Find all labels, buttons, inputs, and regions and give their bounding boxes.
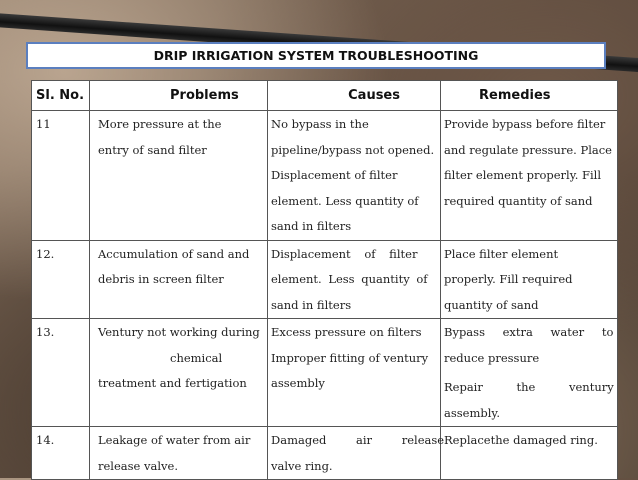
- cause-line: assembly: [271, 376, 325, 390]
- header-problems: Problems: [90, 81, 268, 111]
- problem-line: release valve.: [98, 458, 178, 473]
- cause-cell: [268, 427, 445, 480]
- row-number: 12.: [32, 240, 90, 319]
- remedy-line: Repair the ventury: [444, 380, 614, 394]
- problem-line: Accumulation of sand and: [98, 246, 250, 261]
- remedy-cell: [441, 240, 618, 319]
- slide-title: DRIP IRRIGATION SYSTEM TROUBLESHOOTING: [153, 48, 479, 63]
- cause-line: Displacement of filter: [271, 246, 418, 261]
- cause-cell: [268, 319, 441, 427]
- remedy-cell: [441, 427, 618, 480]
- remedy-line: Bypass extra water to: [444, 325, 614, 339]
- cause-line: valve ring.: [271, 458, 333, 473]
- cause-line: No bypass in the: [271, 117, 369, 131]
- table-row: [32, 111, 618, 241]
- remedy-cell: [441, 319, 618, 427]
- row-number: 14.: [32, 427, 90, 480]
- header-causes: Causes: [268, 81, 441, 111]
- remedy-line: properly. Fill required: [444, 272, 573, 286]
- remedy-line: and regulate pressure. Place: [444, 142, 612, 157]
- remedy-line: quantity of sand: [444, 297, 539, 312]
- remedy-line: Provide bypass before filter: [444, 117, 606, 131]
- remedy-line: filter element properly. Fill: [444, 168, 602, 182]
- problem-cell: [90, 240, 268, 319]
- problem-cell: [90, 111, 268, 241]
- cause-line: Excess pressure on filters: [271, 325, 422, 339]
- remedy-line: assembly.: [444, 405, 501, 420]
- row-number: 11: [32, 111, 90, 241]
- cause-cell: [268, 111, 441, 241]
- cause-line: element. Less quantity of: [271, 193, 419, 208]
- cause-line: sand in filters: [271, 219, 352, 233]
- slide-title-box: [26, 42, 606, 69]
- table-row: [32, 240, 618, 319]
- problem-line: debris in screen filter: [98, 272, 224, 286]
- remedy-line: reduce pressure: [444, 350, 540, 365]
- remedy-line: Place filter element: [444, 246, 559, 261]
- header-sl-no: Sl. No.: [32, 81, 90, 111]
- problem-line: treatment and fertigation: [98, 376, 247, 390]
- cause-line: Improper fitting of ventury: [271, 350, 429, 365]
- cause-cell: [268, 240, 441, 319]
- problem-line: Ventury not working during: [98, 325, 260, 339]
- remedy-cell: [441, 111, 618, 241]
- problem-cell: [90, 427, 268, 480]
- troubleshooting-table: [31, 80, 618, 480]
- cause-line: sand in filters: [271, 297, 352, 312]
- cause-line: pipeline/bypass not opened.: [271, 142, 435, 157]
- remedy-line: required quantity of sand: [444, 193, 593, 208]
- cause-line: element. Less quantity of: [271, 272, 428, 286]
- remedy-line: Replacethe damaged ring.: [444, 433, 598, 447]
- cause-line: Displacement of filter: [271, 168, 398, 182]
- row-number: 13.: [32, 319, 90, 427]
- problem-line: chemical: [170, 350, 223, 365]
- table-header-row: [32, 81, 618, 111]
- problem-line: Leakage of water from air: [98, 433, 251, 447]
- problem-line: entry of sand filter: [98, 142, 207, 157]
- table-row: [32, 319, 618, 427]
- table-row: [32, 427, 618, 480]
- header-remedies: Remedies: [441, 81, 618, 111]
- problem-cell: [90, 319, 268, 427]
- cause-line: Damaged air release: [271, 433, 445, 447]
- troubleshooting-table-container: [31, 80, 617, 473]
- problem-line: More pressure at the: [98, 117, 222, 131]
